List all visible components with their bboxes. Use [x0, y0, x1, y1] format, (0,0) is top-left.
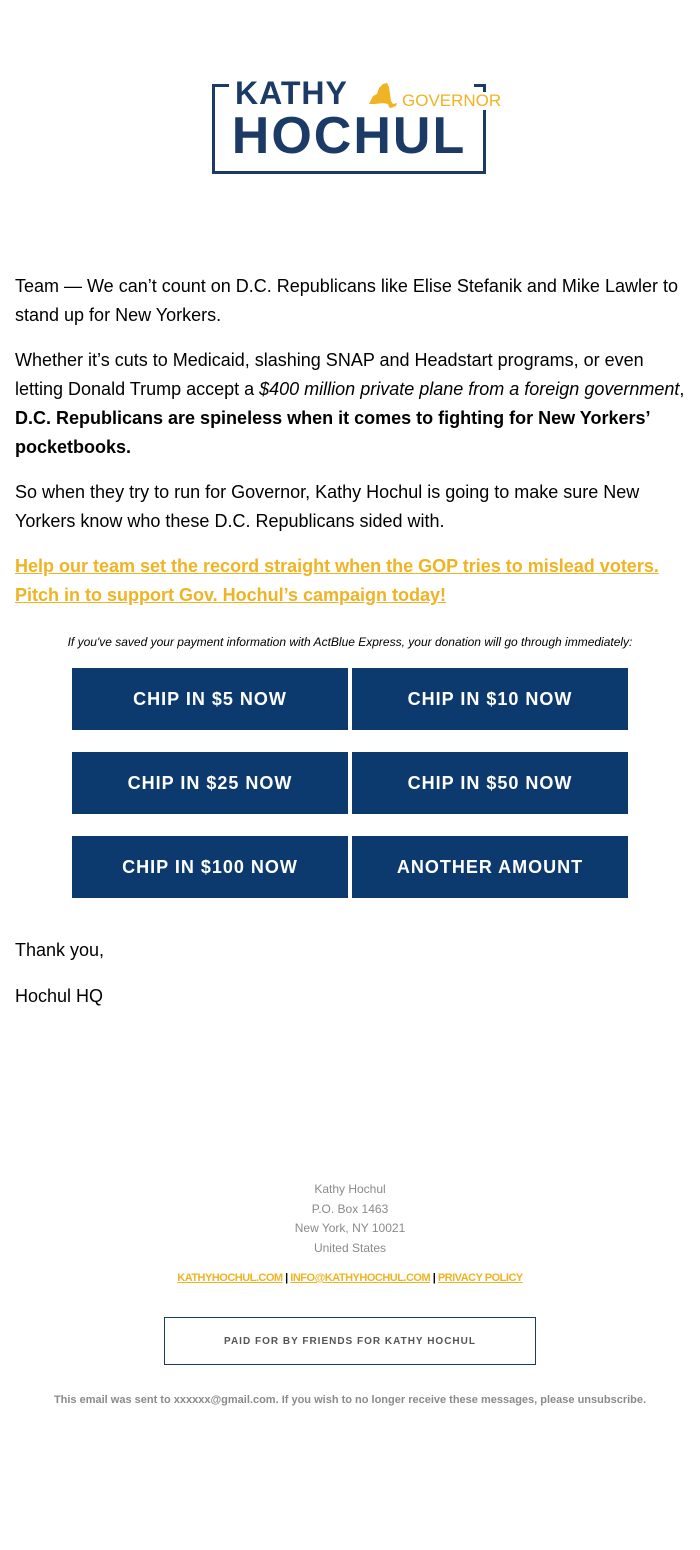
- paid-for-disclaimer: PAID FOR BY FRIENDS FOR KATHY HOCHUL: [164, 1317, 536, 1365]
- thank-you: Thank you,: [15, 940, 105, 960]
- address-line: P.O. Box 1463: [311, 1201, 389, 1216]
- comma: ,: [679, 379, 685, 399]
- signature: Hochul HQ: [15, 986, 104, 1006]
- paragraph-cuts: [15, 346, 687, 462]
- logo-governor: GOVERNOR: [402, 91, 502, 110]
- logo-first-name: KATHY: [232, 76, 351, 110]
- privacy-policy-link[interactable]: PRIVACY POLICY: [437, 1272, 523, 1284]
- chip-in-10-button[interactable]: CHIP IN $10 NOW: [352, 668, 628, 730]
- chip-in-50-button[interactable]: CHIP IN $50 NOW: [352, 752, 628, 814]
- actblue-note: If you've saved your payment information with ActBlue Express, your donation will go through immediately:: [67, 635, 633, 649]
- logo-last-name: HOCHUL: [231, 107, 467, 165]
- address-line: Kathy Hochul: [314, 1182, 386, 1196]
- unsubscribe-notice[interactable]: This email was sent to xxxxxx@gmail.com. If you wish to no longer receive these messages, please unsubscribe.: [53, 1394, 647, 1406]
- spineless-statement: D.C. Republicans are spineless when it comes to fighting for New Yorkers’ pocketbooks.: [15, 408, 650, 457]
- email-link[interactable]: INFO@KATHYHOCHUL.COM: [290, 1272, 431, 1284]
- plane-emphasis: $400 million private plane from a foreign government: [259, 379, 680, 399]
- footer-links: [0, 1272, 700, 1284]
- chip-in-5-button[interactable]: CHIP IN $5 NOW: [72, 668, 348, 730]
- donate-cta-link[interactable]: Help our team set the record straight when the GOP tries to mislead voters. Pitch in to support Gov. Hochul’s campaign today!: [15, 556, 659, 605]
- logo-frame-top-right: [474, 84, 486, 87]
- another-amount-button[interactable]: ANOTHER AMOUNT: [352, 836, 628, 898]
- website-link[interactable]: KATHYHOCHUL.COM: [177, 1272, 283, 1284]
- mailing-address: [0, 1180, 700, 1258]
- paragraph-governor: So when they try to run for Governor, Kathy Hochul is going to make sure New Yorkers know who these D.C. Republicans sided with.: [15, 482, 640, 531]
- chip-in-25-button[interactable]: CHIP IN $25 NOW: [72, 752, 348, 814]
- address-line: New York, NY 10021: [294, 1221, 406, 1235]
- address-line: United States: [313, 1240, 387, 1255]
- campaign-logo: [212, 75, 502, 174]
- paragraph-cuts-text: Whether it’s cuts to Medicaid, slashing SNAP and Headstart programs, or even letting Donald Trump accept a: [15, 350, 644, 399]
- link-separator: |: [285, 1272, 288, 1284]
- paragraph-intro: Team — We can’t count on D.C. Republicans like Elise Stefanik and Mike Lawler to stand up for New Yorkers.: [15, 276, 678, 325]
- email-body: [15, 272, 687, 626]
- chip-in-100-button[interactable]: CHIP IN $100 NOW: [72, 836, 348, 898]
- link-separator: |: [432, 1272, 436, 1284]
- closing: [15, 938, 104, 1030]
- logo-frame-top-left: [212, 84, 229, 87]
